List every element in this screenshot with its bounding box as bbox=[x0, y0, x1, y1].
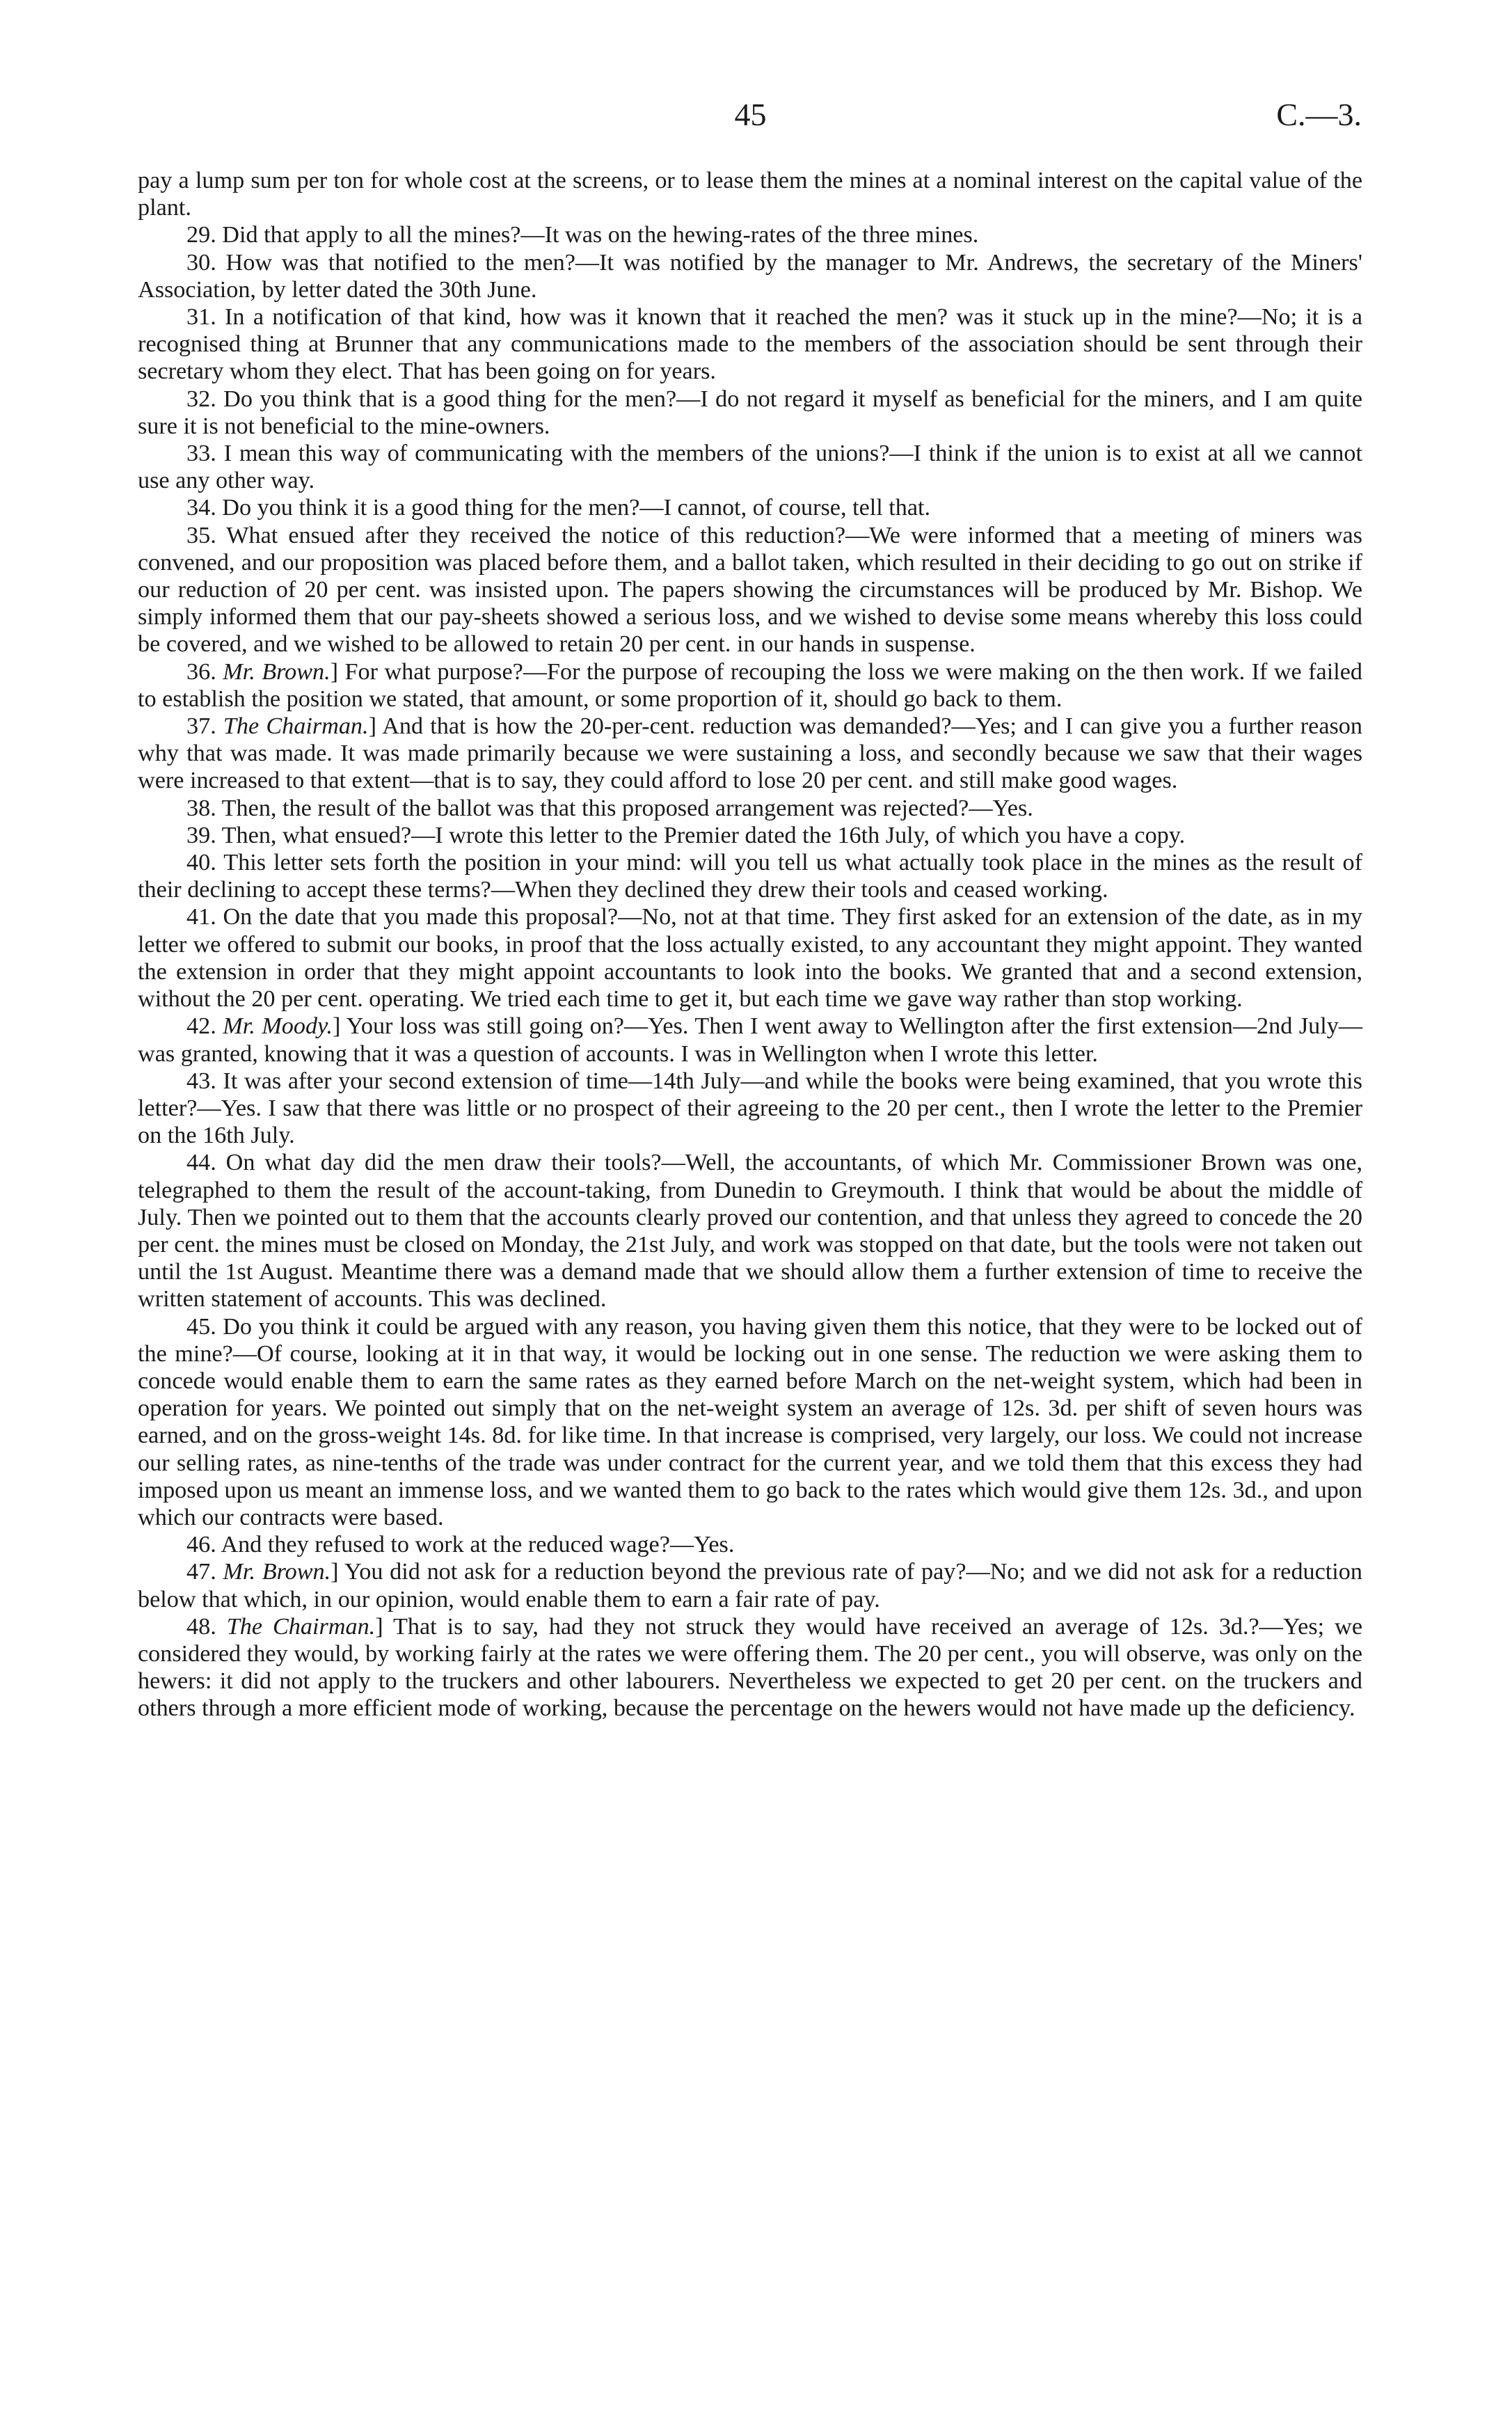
paragraph-text: 41. On the date that you made this proposal?—No, not at that time. They first asked for an extension of the date, as in my letter we offered to submit our books, in proof that the loss actually existed, to any accountant they might appoint. They wanted the extension in order that they might appoint accountants to look into the books. We granted that and a second extension, without the 20 per cent. operating. We tried each time to get it, but each time we gave way rather than stop working. bbox=[138, 904, 1362, 1013]
paragraph-q46 bbox=[138, 1531, 1362, 1558]
speaker-name: Mr. Moody. bbox=[223, 1013, 333, 1040]
paragraph-q33 bbox=[138, 440, 1362, 494]
paragraph-text: 45. Do you think it could be argued with any reason, you having given them this notice, that they were to be locked out of the mine?—Of course, looking at it in that way, it would be locking out in one sense. The reduction we were asking them to concede would enable them to earn the same rates as they earned before March on the net-weight system, which had been in operation for years. We pointed out simply that on the net-weight system an average of 12s. 3d. per shift of seven hours was earned, and on the gross-weight 14s. 8d. for like time. In that increase is comprised, very largely, our loss. We could not increase our selling rates, as nine-tenths of the trade was under contract for the current year, and we told them that this excess they had imposed upon us meant an immense loss, and we wanted them to go back to the rates which would give them 12s. 3d., and upon which our contracts were based. bbox=[138, 1313, 1362, 1530]
paragraph-text: You did not ask for a reduction beyond the previous rate of pay?—No; and we did not ask for a reduction below that which, in our opinion, would enable them to earn a fair rate of pay. bbox=[138, 1559, 1362, 1612]
paragraph-q37 bbox=[138, 713, 1362, 795]
paragraph-text: Your loss was still going on?—Yes. Then I went away to Wellington after the first extension—2nd July—was granted, knowing that it was a question of accounts. I was in Wellington when I wrote this letter. bbox=[138, 1013, 1363, 1067]
paragraph-q36 bbox=[138, 658, 1362, 713]
speaker-name: Mr. Brown. bbox=[223, 658, 331, 685]
paragraph-text: 31. In a notification of that kind, how was it known that it reached the men? was it stuck up in the mine?—No; it is a recognised thing at Brunner that any communications made to the members of the association should be sent through their secretary whom they elect. That has been going on for years. bbox=[138, 304, 1362, 385]
speaker-name: The Chairman. bbox=[226, 1613, 376, 1640]
question-number: 36. bbox=[186, 658, 223, 685]
speaker-name: The Chairman. bbox=[223, 713, 369, 740]
paragraph-text: 30. How was that notified to the men?—It was notified by the manager to Mr. Andrews, the secretary of the Miners' Association, by letter dated the 30th June. bbox=[138, 249, 1362, 303]
paragraph-text: pay a lump sum per ton for whole cost at the screens, or to lease them the mines at a nominal interest on the capital value of the plant. bbox=[138, 168, 1362, 221]
paragraph-q35 bbox=[138, 522, 1362, 658]
paragraph-q45 bbox=[138, 1313, 1362, 1532]
paragraph-q38 bbox=[138, 795, 1362, 822]
paragraph-text: 39. Then, what ensued?—I wrote this letter to the Premier dated the 16th July, of which you have a copy. bbox=[186, 822, 1186, 848]
paragraph-text: That is to say, had they not struck they would have received an average of 12s. 3d.?—Yes; we considered they would, by working fairly at the rates we were offering them. The 20 per cent., you will observe, was only on the hewers: it did not apply to the truckers and other labourers. Nevertheless we expected to get 20 per cent. on the truckers and others through a more efficient mode of working, because the percentage on the hewers would not have made up the deficiency. bbox=[138, 1613, 1363, 1722]
paragraph-text: 29. Did that apply to all the mines?—It was on the hewing-rates of the three mines. bbox=[186, 222, 979, 248]
paragraph-q30 bbox=[138, 249, 1362, 303]
paragraph-q29 bbox=[138, 221, 1362, 248]
speaker-bracket: ] bbox=[332, 1013, 341, 1040]
speaker-name: Mr. Brown. bbox=[223, 1559, 331, 1585]
paragraph-q44 bbox=[138, 1149, 1362, 1313]
paragraph-text: 43. It was after your second extension of time—14th July—and while the books were being examined, that you wrote this letter?—Yes. I saw that there was little or no prospect of their agreeing to the 20 per cent., then I wrote the letter to the Premier on the 16th July. bbox=[138, 1068, 1362, 1149]
speaker-bracket: ] bbox=[375, 1613, 383, 1640]
paragraph-text: 34. Do you think it is a good thing for the men?—I cannot, of course, tell that. bbox=[186, 495, 931, 521]
paragraph-text: 40. This letter sets forth the position in your mind: will you tell us what actually took place in the mines as the result of their declining to accept these terms?—When they declined they drew their tools and ceased working. bbox=[138, 850, 1362, 903]
paragraph-q41 bbox=[138, 903, 1362, 1013]
page-header bbox=[139, 96, 1362, 145]
evidence-transcript bbox=[138, 167, 1362, 1722]
paragraph-q47 bbox=[138, 1558, 1362, 1612]
paragraph-cont bbox=[138, 167, 1362, 221]
paragraph-text: For what purpose?—For the purpose of recouping the loss we were making on the then work. If we failed to establish the position we stated, that amount, or some proportion of it, should go back to them. bbox=[138, 658, 1362, 712]
paragraph-q48 bbox=[138, 1613, 1362, 1722]
speaker-bracket: ] bbox=[368, 713, 376, 740]
paragraph-text: 46. And they refused to work at the reduced wage?—Yes. bbox=[186, 1532, 735, 1558]
paragraph-q39 bbox=[138, 822, 1362, 849]
paragraph-q40 bbox=[138, 849, 1362, 903]
question-number: 48. bbox=[186, 1613, 227, 1640]
paragraph-q31 bbox=[138, 303, 1362, 386]
paragraph-text: 44. On what day did the men draw their tools?—Well, the accountants, of which Mr. Commissioner Brown was one, telegraphed to them the result of the account-taking, from Dunedin to Greymouth. I think that would be about the middle of July. Then we pointed out to them that the accounts clearly proved our contention, and that unless they agreed to concede the 20 per cent. the mines must be closed on Monday, the 21st July, and work was stopped on that date, but the tools were not taken out until the 1st August. Meantime there was a demand made that we should allow them a further extension of time to receive the written statement of accounts. This was declined. bbox=[138, 1150, 1362, 1313]
paragraph-text: And that is how the 20-per-cent. reduction was demanded?—Yes; and I can give you a further reason why that was made. It was made primarily because we were sustaining a loss, and secondly because we saw that their wages were increased to that extent—that is to say, they could afford to lose 20 per cent. and still make good wages. bbox=[138, 713, 1362, 794]
speaker-bracket: ] bbox=[331, 1559, 339, 1585]
paragraph-q43 bbox=[138, 1068, 1362, 1150]
paragraph-q42 bbox=[138, 1013, 1362, 1067]
document-reference: C.—3. bbox=[1276, 97, 1362, 132]
paragraph-text: 32. Do you think that is a good thing for the men?—I do not regard it myself as beneficial for the miners, and I am quite sure it is not beneficial to the mine-owners. bbox=[138, 386, 1362, 439]
question-number: 42. bbox=[186, 1013, 223, 1040]
paragraph-text: 33. I mean this way of communicating with the members of the unions?—I think if the union is to exist at all we cannot use any other way. bbox=[138, 441, 1362, 494]
question-number: 47. bbox=[186, 1559, 223, 1585]
page-number: 45 bbox=[734, 97, 767, 132]
question-number: 37. bbox=[186, 713, 223, 740]
paragraph-text: 35. What ensued after they received the notice of this reduction?—We were informed that a meeting of miners was convened, and our proposition was placed before them, and a ballot taken, which resulted in their deciding to go out on strike if our reduction of 20 per cent. was insisted upon. The papers showing the circumstances will be produced by Mr. Bishop. We simply informed them that our pay-sheets showed a serious loss, and we wished to devise some means whereby this loss could be covered, and we wished to be allowed to retain 20 per cent. in our hands in suspense. bbox=[138, 522, 1362, 658]
paragraph-q32 bbox=[138, 386, 1362, 440]
paragraph-text: 38. Then, the result of the ballot was that this proposed arrangement was rejected?—Yes. bbox=[186, 795, 1033, 821]
speaker-bracket: ] bbox=[330, 658, 339, 685]
paragraph-q34 bbox=[138, 494, 1362, 521]
